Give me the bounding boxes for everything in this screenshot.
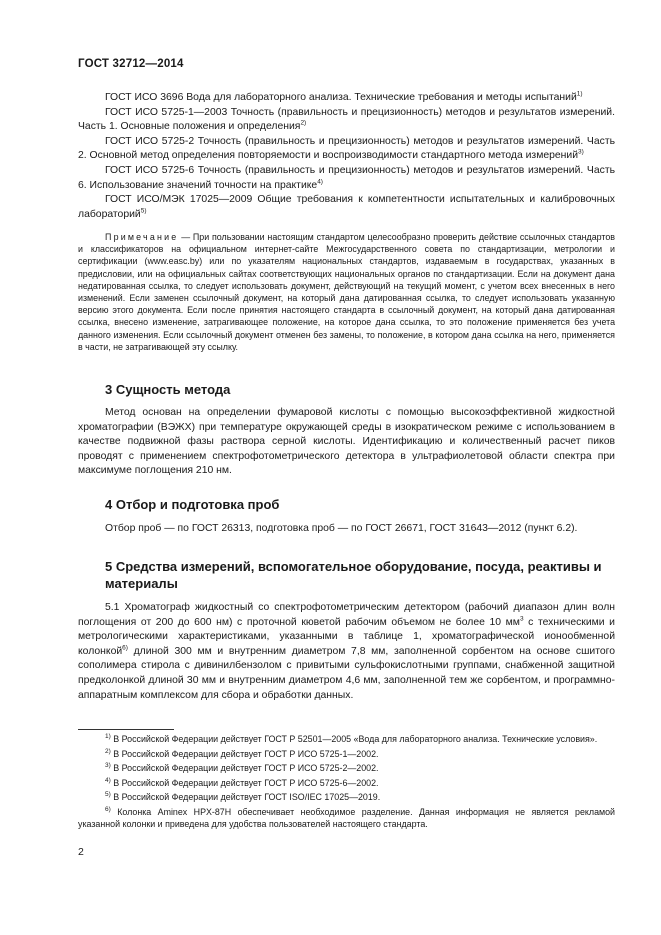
footnote: $^{3)}$ В Российской Федерации действует ГОСТ Р ИСО 5725-2—2002.: [105, 762, 379, 774]
footnotes: [78, 733, 615, 833]
page-number: 2: [78, 846, 84, 858]
reference-item: ГОСТ ИСО 5725-2 Точность (правильность и прецизионность) методов и результатов измерений. Часть 2. Основной метод определения повторяемости и воспроизводимости стандартного метода измерений$^{3)}$: [78, 135, 615, 162]
footnote: $^{1)}$ В Российской Федерации действует ГОСТ Р 52501—2005 «Вода для лабораторного анализа. Технические условия».: [105, 733, 598, 744]
references-list: [78, 91, 615, 222]
footnote: $^{4)}$ В Российской Федерации действует ГОСТ Р ИСО 5725-6—2002.: [105, 776, 379, 788]
footnote: $^{2)}$ В Российской Федерации действует ГОСТ Р ИСО 5725-1—2002.: [105, 747, 379, 759]
section-4-body: Отбор проб — по ГОСТ 26313, подготовка проб — по ГОСТ 26671, ГОСТ 31643—2012 (пункт 6.2).: [105, 523, 578, 534]
reference-item: ГОСТ ИСО 3696 Вода для лабораторного анализа. Технические требования и методы испытаний$^{1)}$: [105, 90, 583, 103]
paragraph-5-1: 5.1 Хроматограф жидкостный со спектрофотометрическим детектором (рабочий диапазон длин волн поглощения от 200 до 600 нм) с проточной кюветой рабочим объемом не более 10 $мм^3$ с техническими и метрологическими характеристиками, указанными в таблице 1, хроматографической ионообменной колонкой$^{6)}$ длиной 300 мм и внутренним диаметром 7,8 мм, заполненной сорбентом на основе сшитого сополимера стирола с дивинилбензолом с привитыми сульфокислотными группами, снабженной защитной предколонкой длиной 30 мм и внутренним диаметром 4,6 мм, заполненной тем же сорбентом, и программно-аппаратным комплексом для сбора и обработки данных.: [78, 602, 615, 701]
reference-item: ГОСТ ИСО 5725-1—2003 Точность (правильность и прецизионность) методов и результатов измерений. Часть 1. Основные положения и определения$^{2)}$: [78, 106, 615, 133]
footnote-divider: [78, 729, 174, 730]
reference-item: ГОСТ ИСО/МЭК 17025—2009 Общие требования к компетентности испытательных и калибровочных лабораторий$^{5)}$: [78, 194, 615, 220]
note-text: Примечание — При пользовании настоящим стандартом целесообразно проверить действие ссылочных стандартов и классификаторов на официальном интернет-сайте Межгосударственного совета по стандартизации, метрологии и сертификации (www.easc.by) или по указателям национальных стандартов, издаваемым в государствах, указанных в предисловии, или на официальных сайтах соответствующих национальных органов по стандартизации. Если на документ дана недатированная ссылка, то следует использовать документ, действующий на текущий момент, с учетом всех внесенных в него изменений. Если заменен ссылочный документ, на который дана датированная ссылка, то следует использовать указанную версию этого документа. Если после принятия настоящего стандарта в ссылочный документ, на который дана датированная ссылка, внесено изменение, затрагивающее положение, на которое дана ссылка, то это положение применяется без учета данного изменения. Если ссылочный документ отменен без замены, то положение, в котором дана ссылка на него, применяется в части, не затрагивающей эту ссылку.: [78, 232, 615, 352]
section-4-title: 4 Отбор и подготовка проб: [105, 497, 280, 512]
page-header: ГОСТ 32712—2014: [78, 58, 184, 70]
footnote: $^{5)}$ В Российской Федерации действует ГОСТ ISO/IEC 17025—2019.: [105, 791, 381, 803]
footnote: $^{6)}$ Колонка Aminex HPX-87H обеспечивает необходимое разделение. Данная информация не является рекламой указанной колонки и приведена для удобства пользователей настоящего стандарта.: [78, 806, 615, 830]
section-5-body: [78, 601, 615, 703]
reference-item: ГОСТ ИСО 5725-6 Точность (правильность и прецизионность) методов и результатов измерений. Часть 6. Использование значений точности на практике$^{4)}$: [78, 164, 615, 191]
section-3-title: 3 Сущность метода: [105, 382, 231, 397]
note-label: Примечание: [105, 232, 179, 242]
section-3-body: Метод основан на определении фумаровой кислоты с помощью высокоэффективной жидкостной хроматографии (ВЭЖХ) при температуре окружающей среды в изократическом режиме с использованием в качестве подвижной фазы раствора серной кислоты. Идентификацию и количественный расчет пиков проводят с применением спектрофотометрического детектора в ультрафиолетовой области спектра при максимуме поглощения 210 нм.: [78, 407, 615, 477]
section-5-title: 5 Средства измерений, вспомогательное оборудование, посуда, реактивы и материалы: [105, 559, 602, 591]
note-block: [78, 231, 615, 353]
